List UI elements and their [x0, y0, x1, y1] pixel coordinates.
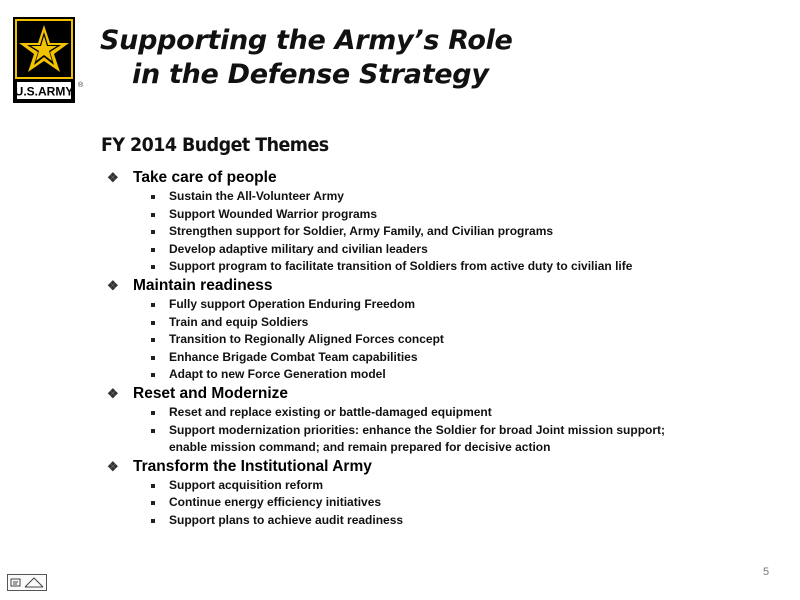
- theme-heading-text: Transform the Institutional Army: [133, 457, 372, 475]
- bullet-text: Support plans to achieve audit readiness: [169, 512, 404, 527]
- bullet-item: [107, 494, 767, 512]
- square-bullet-icon: [151, 265, 155, 269]
- bullet-item: [107, 296, 767, 314]
- square-bullet-icon: [151, 484, 155, 488]
- square-bullet-icon: [151, 338, 155, 342]
- slide-subtitle: FY 2014 Budget Themes: [101, 134, 329, 156]
- theme-maintain-readiness: [107, 276, 767, 384]
- diamond-bullet-icon: ❖: [107, 458, 119, 474]
- bullet-text: Reset and replace existing or battle-damaged equipment: [169, 404, 492, 419]
- bullet-text: Support Wounded Warrior programs: [169, 206, 378, 221]
- bullet-text: Support modernization priorities: enhance the Soldier for broad Joint mission support;: [169, 422, 666, 437]
- bullet-item: [107, 477, 767, 495]
- square-bullet-icon: [151, 248, 155, 252]
- bullet-text: Support program to facilitate transition of Soldiers from active duty to civilian life: [169, 259, 633, 274]
- logo-registered-mark: ®: [78, 82, 84, 89]
- bullet-text: Enhance Brigade Combat Team capabilities: [169, 349, 418, 364]
- diamond-bullet-icon: ❖: [107, 170, 119, 185]
- square-bullet-icon: [151, 230, 155, 234]
- bullet-item: [107, 223, 767, 241]
- square-bullet-icon: [151, 411, 155, 415]
- bullet-text: Sustain the All-Volunteer Army: [169, 189, 344, 203]
- bullet-text-continuation: enable mission command; and remain prepared for decisive action: [169, 440, 551, 455]
- bullet-item: [107, 349, 767, 367]
- square-bullet-icon: [151, 373, 155, 377]
- bullet-text: Continue energy efficiency initiatives: [169, 495, 382, 510]
- theme-heading: [107, 276, 767, 296]
- slideshow-nav-icon: [8, 575, 46, 590]
- slide-navigation-control[interactable]: [7, 574, 47, 591]
- square-bullet-icon: [151, 356, 155, 360]
- theme-bullets: [107, 188, 767, 276]
- budget-themes-list: [107, 168, 767, 530]
- slide-title: [100, 24, 600, 92]
- bullet-item: [107, 422, 767, 457]
- bullet-text: Train and equip Soldiers: [169, 314, 309, 329]
- theme-heading: [107, 168, 767, 188]
- bullet-item: [107, 331, 767, 349]
- square-bullet-icon: [151, 429, 155, 433]
- army-star-logo-icon: [13, 17, 75, 103]
- bullet-item: [107, 206, 767, 224]
- square-bullet-icon: [151, 303, 155, 307]
- theme-heading: [107, 384, 767, 404]
- bullet-text: Transition to Regionally Aligned Forces concept: [169, 332, 444, 347]
- bullet-item: [107, 512, 767, 530]
- theme-bullets: [107, 296, 767, 384]
- theme-take-care-of-people: [107, 168, 767, 276]
- theme-heading-text: Maintain readiness: [133, 276, 273, 294]
- square-bullet-icon: [151, 501, 155, 505]
- diamond-bullet-icon: ❖: [107, 385, 119, 401]
- bullet-text: Support acquisition reform: [169, 477, 324, 492]
- bullet-item: [107, 258, 767, 276]
- us-army-logo: [13, 17, 75, 103]
- bullet-item: [107, 366, 767, 384]
- bullet-item: [107, 241, 767, 259]
- bullet-text: Adapt to new Force Generation model: [169, 367, 386, 382]
- theme-heading-text: Take care of people: [133, 169, 277, 186]
- theme-heading-text: Reset and Modernize: [133, 384, 289, 402]
- theme-heading: [107, 457, 767, 477]
- page-number: 5: [763, 566, 770, 578]
- logo-text: U.S.ARMY: [14, 84, 74, 99]
- title-line-1: Supporting the Army’s Role: [100, 25, 513, 56]
- bullet-item: [107, 188, 767, 206]
- theme-transform-institutional-army: [107, 457, 767, 530]
- square-bullet-icon: [151, 519, 155, 523]
- diamond-bullet-icon: ❖: [107, 277, 119, 293]
- bullet-item: [107, 404, 767, 422]
- square-bullet-icon: [151, 321, 155, 325]
- square-bullet-icon: [151, 195, 155, 199]
- theme-bullets: [107, 404, 767, 457]
- bullet-text: Develop adaptive military and civilian leaders: [169, 241, 428, 256]
- bullet-text: Fully support Operation Enduring Freedom: [169, 296, 416, 311]
- bullet-text: Strengthen support for Soldier, Army Family, and Civilian programs: [169, 224, 554, 239]
- theme-reset-and-modernize: [107, 384, 767, 457]
- bullet-item: [107, 314, 767, 332]
- title-line-2: in the Defense Strategy: [132, 59, 489, 90]
- square-bullet-icon: [151, 213, 155, 217]
- theme-bullets: [107, 477, 767, 530]
